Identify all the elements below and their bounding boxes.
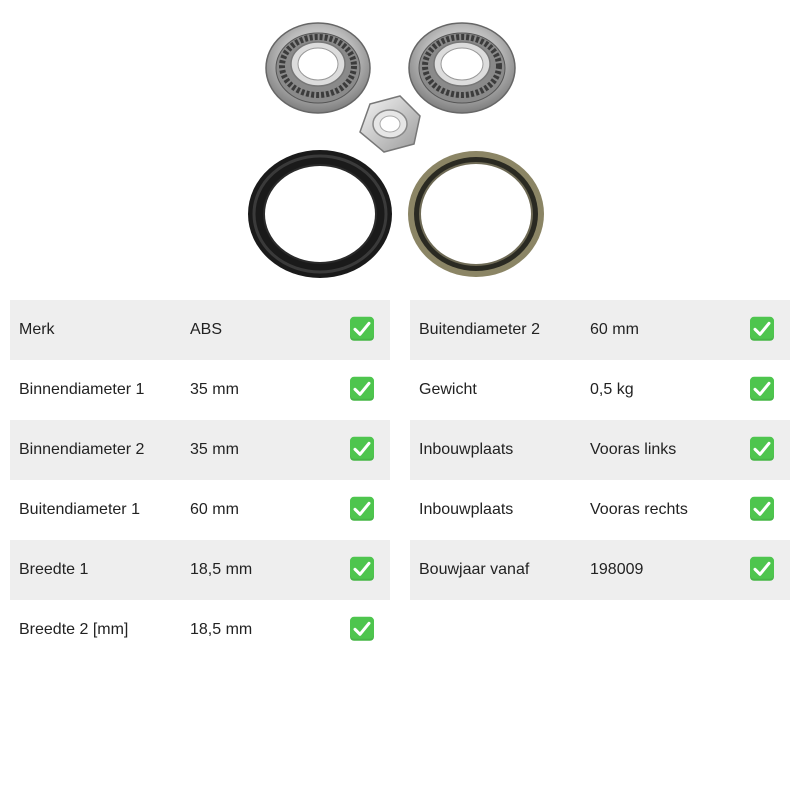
left-bearing [266, 23, 370, 113]
spec-value: Vooras links [590, 441, 677, 458]
spec-label: Inbouwplaats [419, 501, 514, 518]
spec-table-right [410, 300, 790, 600]
spec-value: 18,5 mm [190, 621, 253, 638]
spec-label: Binnendiameter 1 [19, 381, 145, 398]
check-icon [350, 557, 374, 581]
spec-label: Buitendiameter 1 [19, 501, 140, 518]
wheel-bearing-kit-image [230, 20, 560, 285]
check-icon [750, 377, 774, 401]
spec-value: 60 mm [190, 501, 239, 518]
spec-value: ABS [190, 321, 223, 338]
spec-value: 0,5 kg [590, 381, 634, 398]
spec-label: Breedte 2 [mm] [19, 621, 129, 638]
spec-label: Binnendiameter 2 [19, 441, 145, 458]
spec-row [410, 480, 790, 540]
check-icon [750, 317, 774, 341]
check-icon [350, 497, 374, 521]
spec-label: Bouwjaar vanaf [419, 561, 530, 578]
spec-row [410, 420, 790, 480]
right-bearing [409, 23, 515, 113]
spec-label: Merk [19, 321, 55, 338]
spec-row [410, 300, 790, 360]
spec-label: Buitendiameter 2 [419, 321, 540, 338]
hex-nut [360, 96, 420, 152]
spec-label: Gewicht [419, 381, 477, 398]
spec-row [10, 420, 390, 480]
check-icon [750, 557, 774, 581]
right-seal [408, 151, 544, 277]
spec-value: 35 mm [190, 381, 239, 398]
spec-table-left [10, 300, 390, 660]
spec-label: Inbouwplaats [419, 441, 514, 458]
product-image [230, 20, 560, 285]
check-icon [750, 437, 774, 461]
check-icon [750, 497, 774, 521]
check-icon [350, 317, 374, 341]
spec-row [10, 360, 390, 420]
left-seal [248, 150, 392, 278]
spec-row [10, 480, 390, 540]
spec-value: 198009 [590, 561, 644, 578]
spec-value: 60 mm [590, 321, 639, 338]
spec-label: Breedte 1 [19, 561, 89, 578]
check-icon [350, 437, 374, 461]
spec-row [410, 540, 790, 600]
spec-value: Vooras rechts [590, 501, 688, 518]
spec-row [10, 540, 390, 600]
spec-value: 18,5 mm [190, 561, 253, 578]
check-icon [350, 617, 374, 641]
check-icon [350, 377, 374, 401]
spec-value: 35 mm [190, 441, 239, 458]
spec-row [410, 360, 790, 420]
spec-row [10, 600, 390, 660]
spec-row [10, 300, 390, 360]
